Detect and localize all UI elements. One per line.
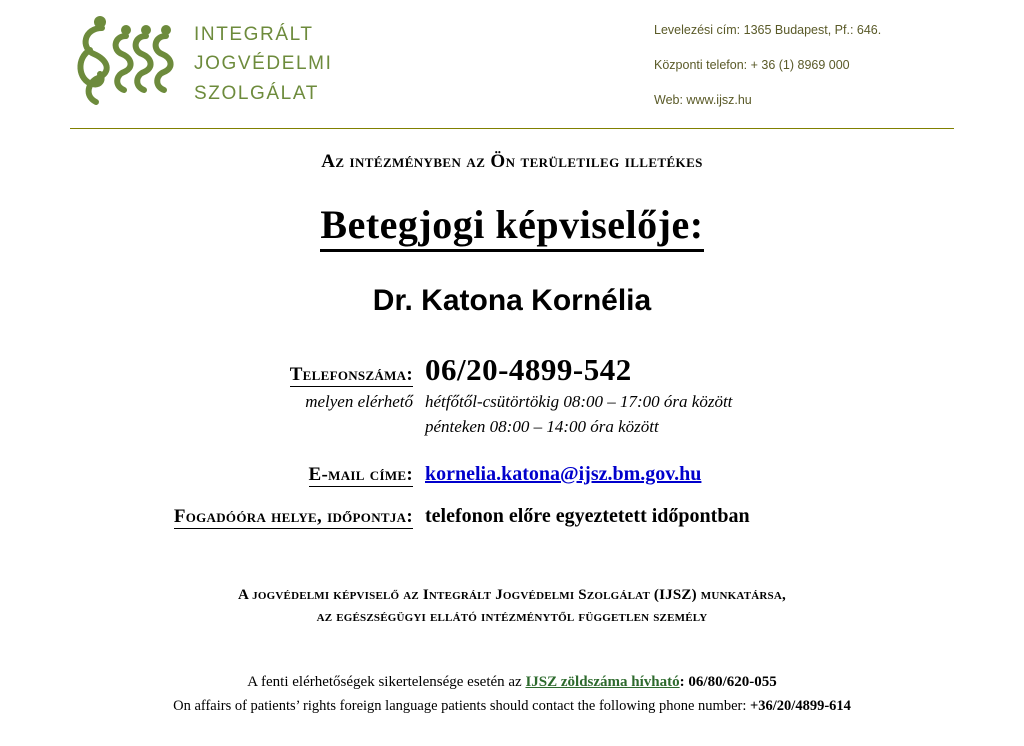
page-title-text: Betegjogi képviselője:: [320, 202, 703, 252]
footer-en-line: [0, 695, 1024, 719]
footer-hu-line: [0, 670, 1024, 695]
hours-row: [70, 390, 954, 439]
email-label: E-mail címe:: [308, 464, 413, 486]
office-hours-label: Fogadóóra helye, időpontja:: [173, 506, 413, 528]
logo-block: [70, 14, 332, 114]
ijsz-logo-icon: [70, 14, 180, 114]
hours-friday: pénteken 08:00 – 14:00 óra között: [425, 416, 659, 436]
footer-notes: [0, 670, 1024, 719]
contact-mailing-address: Levelezési cím: 1365 Budapest, Pf.: 646.: [654, 23, 882, 37]
phone-value-col: [425, 352, 954, 388]
independence-note: [0, 585, 1024, 629]
footer-hu-colon: :: [679, 674, 689, 691]
footer-hu-number: 06/80/620-055: [688, 674, 777, 691]
independence-note-line-2: az egészségügyi ellátó intézménytől független személy: [316, 608, 708, 625]
hours-weekday: hétfőtől-csütörtökig 08:00 – 17:00 óra között: [425, 392, 733, 411]
email-row: [70, 463, 954, 487]
representative-name: Dr. Katona Kornélia: [372, 284, 652, 317]
email-value-col: [425, 463, 954, 486]
phone-number: 06/20-4899-542: [425, 352, 632, 387]
independence-note-line-1: A jogvédelmi képviselő az Integrált Jogvédelmi Szolgálat (IJSZ) munkatársa,: [238, 586, 786, 603]
phone-label: Telefonszáma:: [289, 364, 413, 385]
contact-details: [0, 352, 1024, 529]
greenline-link[interactable]: IJSZ zöldszáma hívható: [525, 674, 680, 691]
logo-line-2: JOGVÉDELMI: [194, 53, 333, 75]
contact-central-phone: Központi telefon: + 36 (1) 8969 000: [654, 57, 850, 72]
office-hours-value: telefonon előre egyeztetett időpontban: [425, 505, 750, 528]
phone-label-col: [70, 364, 425, 387]
office-hours-row: [70, 505, 954, 529]
footer-en-number: +36/20/4899-614: [750, 698, 851, 715]
phone-row: [70, 352, 954, 388]
document-subtitle: Az intézményben az Ön területileg illetékes: [321, 151, 703, 172]
office-value-col: [425, 505, 954, 528]
email-label-col: [70, 464, 425, 487]
header-contact-info: [654, 14, 954, 107]
logo-line-1: INTEGRÁLT: [194, 23, 314, 45]
hours-value-col: [425, 390, 954, 439]
office-label-col: [70, 506, 425, 529]
logo-line-3: SZOLGÁLAT: [194, 82, 319, 104]
email-link[interactable]: kornelia.katona@ijsz.bm.gov.hu: [425, 463, 702, 486]
contact-website: Web: www.ijsz.hu: [654, 92, 752, 107]
footer-en-text: On affairs of patients’ rights foreign language patients should contact the following phone number:: [173, 698, 750, 715]
phone-sub-label: melyen elérhető: [305, 392, 413, 411]
logo-wordmark: [194, 20, 332, 108]
hours-label-col: [70, 392, 425, 412]
footer-hu-prefix: A fenti elérhetőségek sikertelensége esetén az: [247, 674, 526, 691]
page-header: [0, 0, 1024, 120]
page-title: [0, 201, 1024, 248]
header-divider: [70, 128, 954, 129]
